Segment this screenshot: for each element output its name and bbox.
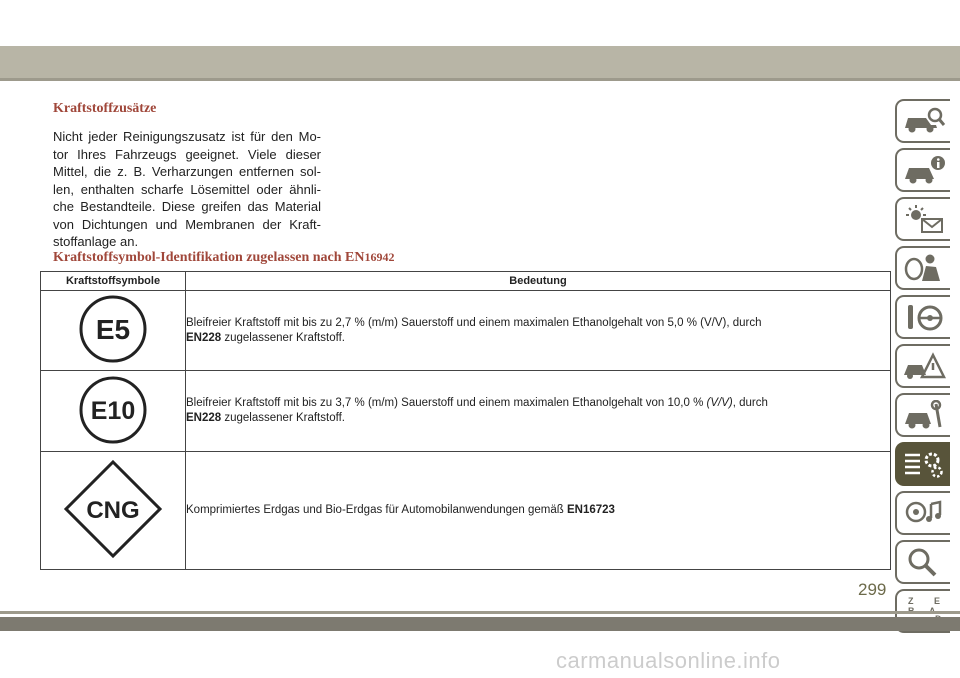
cng-description — [186, 452, 891, 570]
page-number: 299 — [858, 580, 887, 599]
cng-symbol-label: CNG — [86, 497, 140, 524]
watermark-text: carmanualsonline.info — [556, 648, 781, 673]
e10-symbol-cell — [41, 371, 186, 452]
e10-description-end: , durch — [732, 397, 768, 409]
car-wrench-icon — [902, 400, 946, 430]
header-band — [0, 46, 960, 78]
heading-fuel-symbols-text: Kraftstoffsymbol-Identifikation zugelassen nach EN — [53, 250, 365, 265]
table-row — [41, 291, 891, 371]
column-header-meaning: Bedeutung — [186, 272, 891, 291]
sidebar-tab-car-info[interactable] — [895, 148, 950, 192]
e5-symbol-label: E5 — [95, 314, 131, 345]
sidebar-tab-car-search[interactable] — [895, 99, 950, 143]
header-rule — [0, 78, 960, 81]
e10-description — [186, 371, 891, 452]
chapter-sidebar — [895, 99, 953, 638]
cng-fuel-icon — [63, 459, 163, 559]
sidebar-tab-maintenance[interactable] — [895, 393, 950, 437]
cng-standard-ref: EN16723 — [566, 504, 615, 516]
table-row — [41, 452, 891, 570]
e5-description-suffix: zugelassener Kraftstoff. — [221, 331, 345, 344]
sidebar-tab-search[interactable] — [895, 540, 950, 584]
sidebar-tab-emergency[interactable] — [895, 344, 950, 388]
e5-fuel-icon — [78, 294, 148, 364]
e10-fuel-icon — [78, 375, 148, 445]
e5-description — [186, 291, 891, 371]
magnifier-search-icon — [902, 547, 946, 577]
section-heading-fuel-additives: Kraftstoffzusätze — [53, 101, 157, 116]
settings-list-gears-icon — [902, 449, 946, 479]
e5-symbol-cell — [41, 291, 186, 371]
section-heading-fuel-symbols — [53, 250, 395, 266]
e10-description-suffix: zugelassener Kraftstoff. — [221, 412, 345, 424]
e5-standard-ref: EN228 — [186, 331, 222, 344]
cng-description-text: Komprimiertes Erdgas und Bio-Erdgas für Automobilanwendungen gemäß — [186, 504, 567, 516]
footer-rule — [0, 611, 960, 614]
car-info-icon — [902, 155, 946, 185]
svg-text:Z: Z — [907, 596, 913, 606]
e10-description-text: Bleifreier Kraftstoff mit bis zu 3,7 % (m/m) Sauerstoff und einem maximalen Ethanolgehalt von 10,0 % — [186, 397, 707, 409]
sidebar-tab-multimedia[interactable] — [895, 491, 950, 535]
multimedia-music-icon — [902, 498, 946, 528]
car-search-icon — [902, 106, 946, 136]
e10-standard-ref: EN228 — [186, 412, 222, 424]
airbag-person-icon — [902, 253, 946, 283]
table-header-row — [41, 272, 891, 291]
sidebar-tab-warning-lights[interactable] — [895, 197, 950, 241]
steering-wheel-icon — [902, 302, 946, 332]
sidebar-tab-technical-data[interactable] — [895, 442, 950, 486]
table-row — [41, 371, 891, 452]
fuel-additives-paragraph: Nicht jeder Reinigungszusatz ist für den Mo-tor Ihres Fahrzeugs geeignet. Viele dieser Mittel, die z. B. Verharzungen entfernen sol-len, enthalten scharfe Lösemittel oder ähnli-che Bestandteile. Diese greifen das Material von Dichtungen und Membranen der Kraft-stoffanlage an. — [53, 129, 321, 249]
e5-description-line2 — [186, 331, 890, 346]
warning-light-mail-icon — [902, 204, 946, 234]
column-header-symbols: Kraftstoffsymbole — [41, 272, 186, 291]
car-crash-warning-icon — [902, 351, 946, 381]
e10-description-line1 — [186, 396, 890, 411]
e5-description-line1: Bleifreier Kraftstoff mit bis zu 2,7 % (m/m) Sauerstoff und einem maximalen Ethanolgehalt von 5,0 % (V/V), durch — [186, 316, 762, 329]
fuel-symbol-table — [40, 271, 891, 570]
e10-unit-italic: (V/V) — [706, 397, 733, 409]
e10-description-line2 — [186, 411, 890, 426]
heading-standard-number: 16942 — [364, 250, 395, 264]
svg-text:E: E — [933, 596, 940, 606]
footer-band — [0, 617, 960, 631]
e10-symbol-label: E10 — [90, 396, 136, 425]
cng-symbol-cell — [41, 452, 186, 570]
sidebar-tab-safety[interactable] — [895, 246, 950, 290]
sidebar-tab-steering[interactable] — [895, 295, 950, 339]
